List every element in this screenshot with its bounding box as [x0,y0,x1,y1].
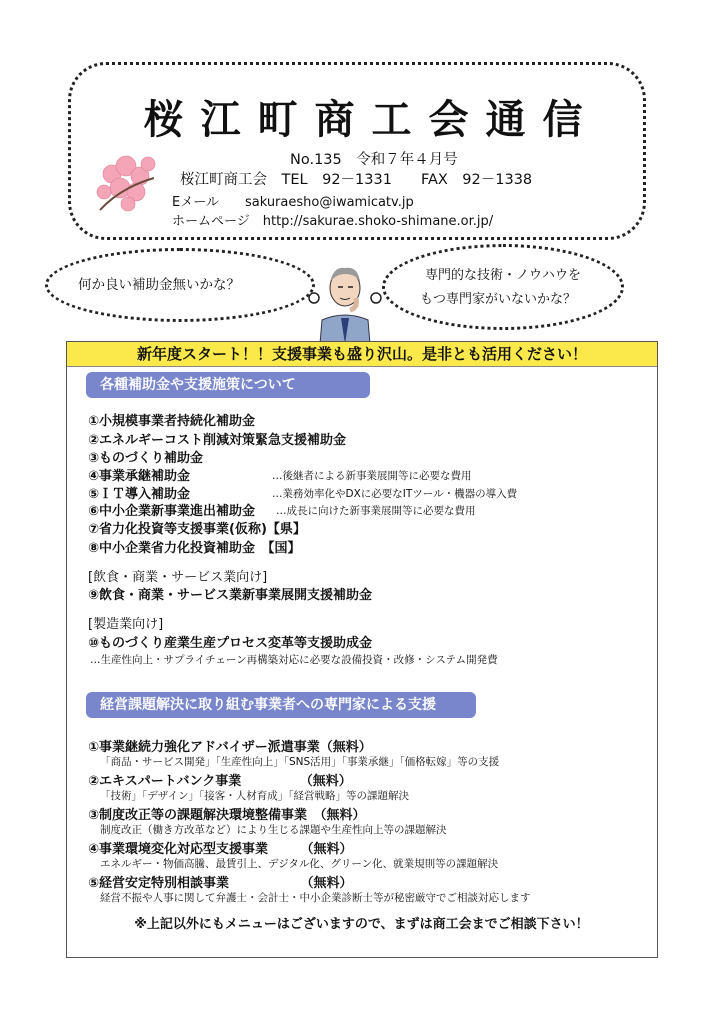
subsidy-note: …後継者による新事業展開等に必要な費用 [272,470,472,482]
subsidy-item: ②エネルギーコスト削減対策緊急支援補助金 [88,433,347,448]
support-item: ①事業継続力強化アドバイザー派遣事業（無料） [88,740,372,755]
thinking-man-illustration [300,254,390,344]
category-heading-food: [飲食・商業・サービス業向け] [88,570,268,585]
support-item: ④事業環境変化対応型支援事業 （無料） [88,842,353,857]
subsidy-item: ⑩ものづくり産業生産プロセス変革等支援助成金 [88,636,373,651]
subsidy-item: ③ものづくり補助金 [88,451,204,466]
subsidy-item: ①小規模事業者持続化補助金 [88,414,256,429]
footer-note: ※上記以外にもメニューはございますので、まずは商工会までご相談下さい！ [134,917,589,932]
section-heading-experts: 経営課題解決に取り組む事業者への専門家による支援 [86,692,476,718]
support-desc: 制度改正（働き方改革など）により生じる課題や生産性向上等の課題解決 [100,824,447,836]
subsidy-item: ⑤ＩＴ導入補助金 [88,487,191,502]
banner: 新年度スタート！！支援事業も盛り沢山。是非とも活用ください！ [67,342,657,367]
subsidy-item: ④事業承継補助金 [88,469,191,484]
page-title: 桜江町商工会通信 [143,97,600,143]
thought-bubble-right-line2: もつ専門家がいないかな？ [420,292,577,307]
email-line[interactable]: Eメール sakuraesho@iwamicatv.jp [172,195,414,210]
org-contact: 桜江町商工会 TEL 92－1331 FAX 92－1338 [180,172,533,188]
subsidy-note: …業務効率化やDXに必要なITツール・機器の導入費 [272,488,518,500]
section-heading-subsidies: 各種補助金や支援施策について [86,372,370,398]
subsidy-item: ⑨飲食・商業・サービス業新事業展開支援補助金 [88,588,373,603]
cherry-blossom-icon [90,148,168,216]
subsidy-item: ⑧中小企業省力化投資補助金 【国】 [88,541,301,556]
thought-bubble-right-line1: 専門的な技術・ノウハウを [425,268,582,283]
support-item: ⑤経営安定特別相談事業 （無料） [88,876,353,891]
thought-bubble-right [382,244,624,330]
support-desc: 「技術」「デザイン」「接客・人材育成」「経営戦略」等の課題解決 [100,790,410,802]
subsidy-item: ⑥中小企業新事業進出補助金 [88,504,256,519]
support-desc: 「商品・サービス開発」「生産性向上」「SNS活用」「事業承継」「価格転嫁」等の支援 [100,756,500,768]
homepage-link[interactable]: ホームページ http://sakurae.shoko-shimane.or.jp/ [172,214,494,229]
support-desc: エネルギー・物価高騰、最賃引上、デジタル化、グリーン化、就業規則等の課題解決 [100,858,499,870]
category-heading-mfg: [製造業向け] [88,617,164,632]
subsidy-note: …生産性向上・サプライチェーン再構築対応に必要な設備投資・改修・システム開発費 [90,654,498,666]
thought-bubble-left-text: 何か良い補助金無いかな？ [78,277,240,293]
subsidy-note: …成長に向けた新事業展開等に必要な費用 [276,505,476,517]
issue-number: No.135 令和７年４月号 [290,152,458,168]
support-item: ③制度改正等の課題解決環境整備事業 （無料） [88,808,366,823]
support-item: ②エキスパートバンク事業 （無料） [88,774,352,789]
subsidy-item: ⑦省力化投資等支援事業(仮称)【県】 [88,522,306,537]
support-desc: 経営不振や人事に関して弁護士・会計士・中小企業診断士等が秘密厳守でご相談対応します [100,892,531,904]
